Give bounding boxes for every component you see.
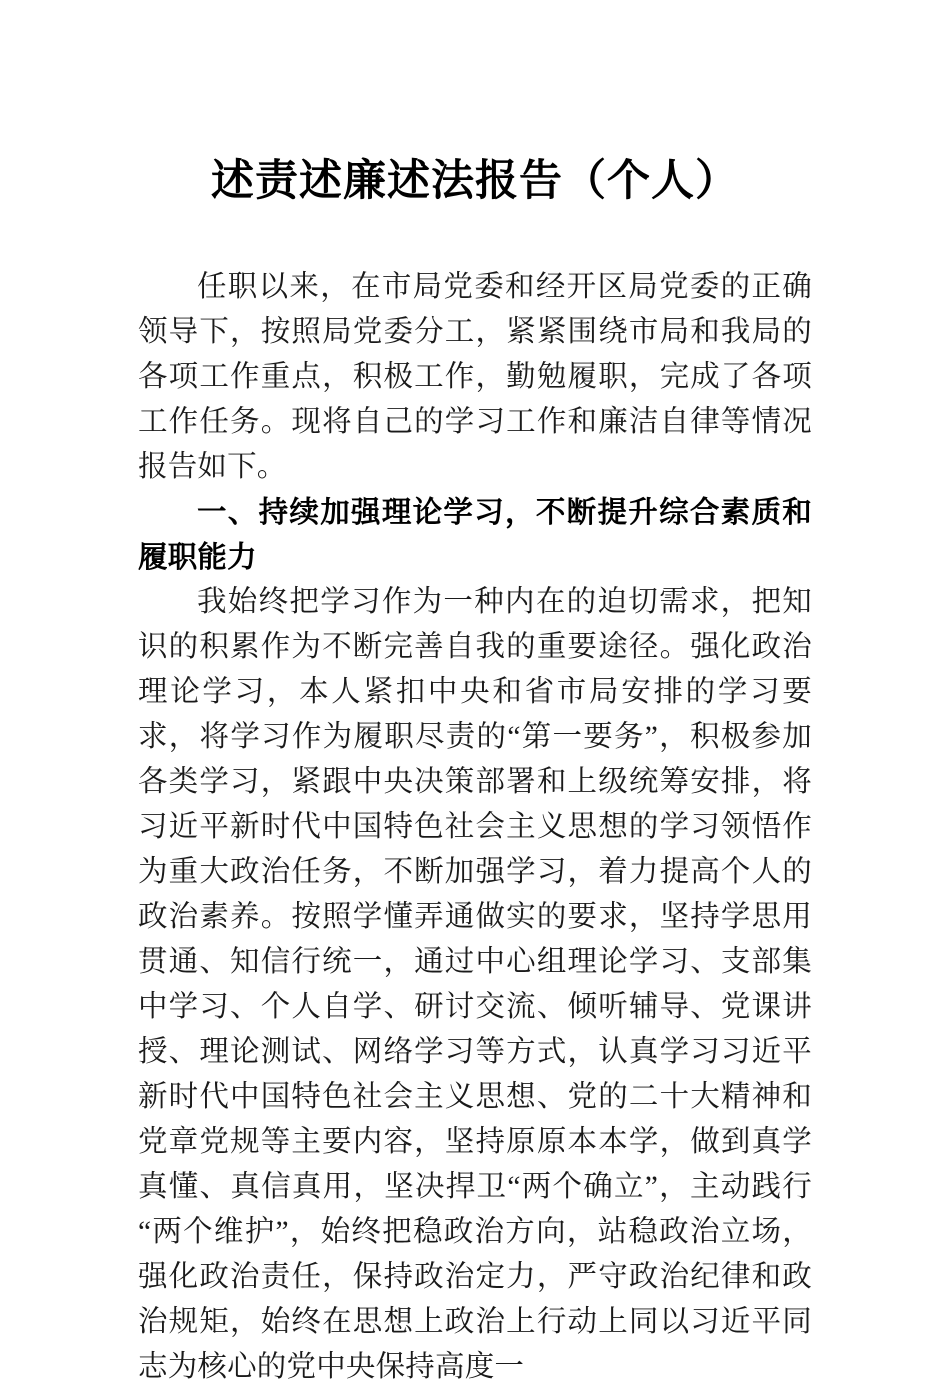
- page-title: 述责述廉述法报告（个人）: [211, 158, 739, 205]
- section-one-body-paragraph: 我始终把学习作为一种内在的迫切需求，把知识的积累作为不断完善自我的重要途径。强化政治理论学习，本人紧扣中央和省市局安排的学习要求，将学习作为履职尽责的“第一要务”，积极参加各类学习，紧跟中央决策部署和上级统筹安排，将习近平新时代中国特色社会主义思想的学习领悟作为重大政治任务，不断加强学习，着力提高个人的政治素养。按照学懂弄通做实的要求，坚持学思用贯通、知信行统一，通过中心组理论学习、支部集中学习、个人自学、研讨交流、倾听辅导、党课讲授、理论测试、网络学习等方式，认真学习习近平新时代中国特色社会主义思想、党的二十大精神和党章党规等主要内容，坚持原原本本学，做到真学真懂、真信真用，坚决捍卫“两个确立”，主动践行“两个维护”，始终把稳政治方向，站稳政治立场，强化政治责任，保持政治定力，严守政治纪律和政治规矩，始终在思想上政治上行动上同以习近平同志为核心的党中央保持高度一: [138, 586, 812, 1383]
- document-body: [138, 265, 812, 1390]
- intro-paragraph: 任职以来，在市局党委和经开区局党委的正确领导下，按照局党委分工，紧紧围绕市局和我局的各项工作重点，积极工作，勤勉履职，完成了各项工作任务。现将自己的学习工作和廉洁自律等情况报告如下。: [138, 271, 812, 483]
- section-heading-one: 一、持续加强理论学习，不断提升综合素质和履职能力: [138, 496, 812, 574]
